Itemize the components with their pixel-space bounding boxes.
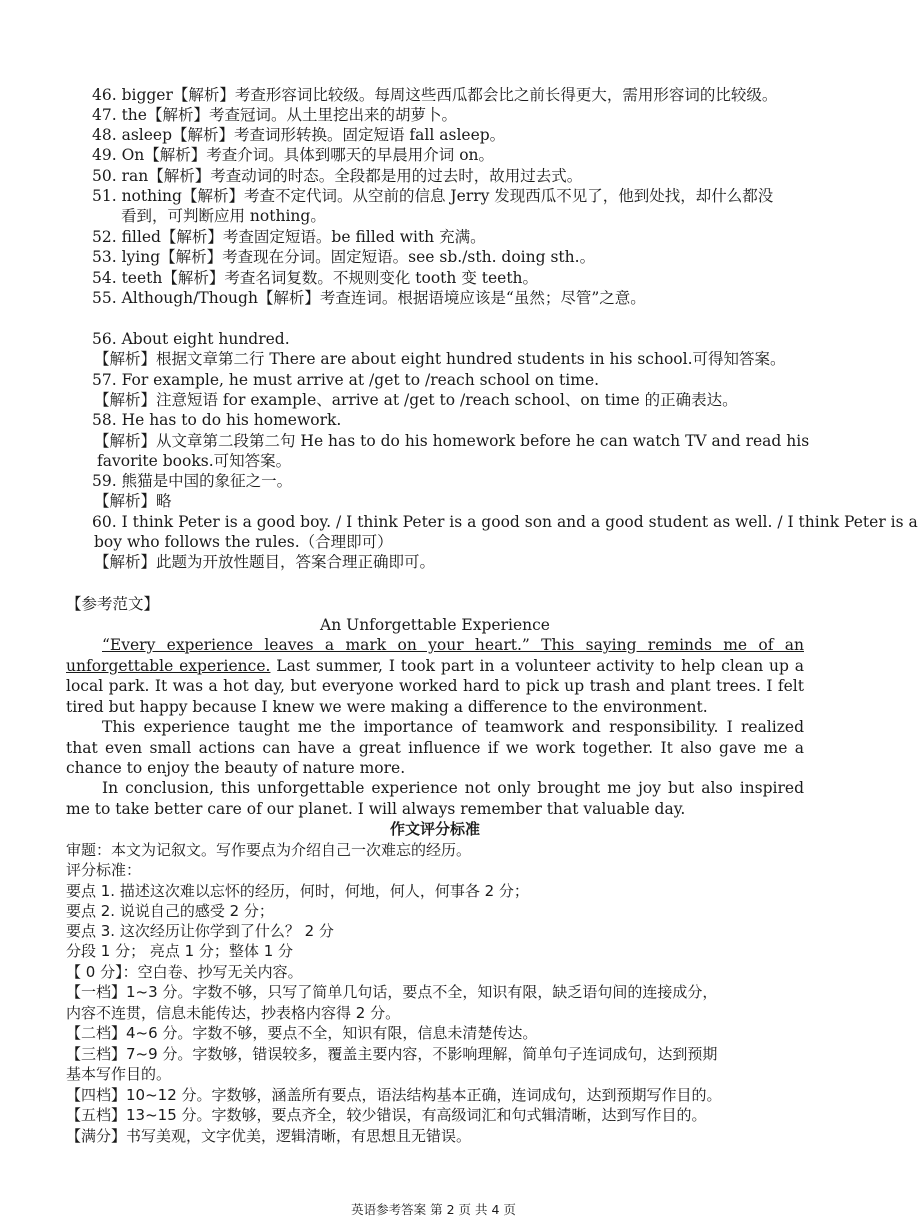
- rubric-line-13: 【四档】10~12 分。字数够，涵盖所有要点，语法结构基本正确，连词成句，达到预期写作目的。: [66, 1086, 722, 1104]
- answer-59: 59. 熊猫是中国的象征之一。: [92, 472, 293, 490]
- rubric-line-1: 审题：本文为记叙文。写作要点为介绍自己一次难忘的经历。: [66, 841, 472, 859]
- rubric-line-15: 【满分】书写美观，文字优美，逻辑清晰，有思想且无错误。: [66, 1127, 472, 1145]
- rubric-line-2: 评分标准：: [66, 861, 142, 879]
- answer-59-analysis: 【解析】略: [94, 492, 172, 510]
- answer-57: 57. For example, he must arrive at /get to /reach school on time.: [92, 371, 600, 389]
- answer-52: 52. filled【解析】考查固定短语。be filled with 充满。: [92, 228, 486, 246]
- rubric-line-10: 【二档】4~6 分。字数不够，要点不全，知识有限，信息未清楚传达。: [66, 1024, 538, 1042]
- answer-49: 49. On【解析】考查介词。具体到哪天的早晨用介词 on。: [92, 146, 495, 164]
- rubric-line-5: 要点 3. 这次经历让你学到了什么？ 2 分: [66, 922, 334, 940]
- essay-opening-quote: “Every experience leaves a mark on your heart.” This saying reminds me of an unforgettable experience.: [66, 636, 804, 675]
- answer-47: 47. the【解析】考查冠词。从土里挖出来的胡萝卜。: [92, 106, 457, 124]
- rubric-line-14: 【五档】13~15 分。字数够，要点齐全，较少错误，有高级词汇和句式辑清晰，达到写作目的。: [66, 1106, 707, 1124]
- page-footer: 英语参考答案 第 2 页 共 4 页: [351, 1202, 516, 1217]
- answer-56: 56. About eight hundred.: [92, 330, 290, 348]
- answer-58: 58. He has to do his homework.: [92, 411, 342, 429]
- essay-paragraph-1: “Every experience leaves a mark on your heart.” This saying reminds me of an unforgettable experience. Last summer, I took part in a volunteer activity to help clean up a local park. It was a hot day, but everyone worked hard to pick up trash and plant trees. I felt tired but happy because I knew we were making a difference to the environment.: [66, 636, 805, 716]
- essay-heading: 【参考范文】: [66, 595, 160, 613]
- rubric-line-3: 要点 1. 描述这次难以忘怀的经历，何时，何地，何人，何事各 2 分；: [66, 882, 529, 900]
- answer-53: 53. lying【解析】考查现在分词。固定短语。see sb./sth. doing sth.。: [92, 248, 596, 266]
- rubric-line-6: 分段 1 分； 亮点 1 分；整体 1 分: [66, 942, 294, 960]
- essay-paragraph-2: This experience taught me the importance of teamwork and responsibility. I realized that even small actions can have a great influence if we work together. It also gave me a chance to enjoy the beauty of nature more.: [66, 718, 804, 777]
- answer-50: 50. ran【解析】考查动词的时态。全段都是用的过去时，故用过去式。: [92, 167, 583, 185]
- answer-54: 54. teeth【解析】考查名词复数。不规则变化 tooth 变 teeth。: [92, 269, 539, 287]
- answer-46: 46. bigger【解析】考查形容词比较级。每周这些西瓜都会比之前长得更大，需用形容词的比较级。: [92, 86, 778, 104]
- answer-48: 48. asleep【解析】考查词形转换。固定短语 fall asleep。: [92, 126, 506, 144]
- answer-55: 55. Although/Though【解析】考查连词。根据语境应该是“虽然；尽管”之意。: [92, 289, 646, 307]
- answer-60: 60. I think Peter is a good boy. / I think Peter is a good son and a good student as well. / I think Peter is a: [92, 513, 918, 531]
- answer-56-analysis: 【解析】根据文章第二行 There are about eight hundred students in his school.可得知答案。: [94, 350, 786, 368]
- answer-57-analysis: 【解析】注意短语 for example、arrive at /get to /reach school、on time 的正确表达。: [94, 391, 738, 409]
- answer-51: 51. nothing【解析】考查不定代词。从空前的信息 Jerry 发现西瓜不见了，他到处找，却什么都没: [92, 187, 774, 205]
- answer-58-analysis-continued: favorite books.可知答案。: [97, 452, 292, 470]
- answer-60-continued: boy who follows the rules.（合理即可）: [94, 533, 393, 551]
- rubric-line-8: 【一档】1~3 分。字数不够，只写了简单几句话，要点不全，知识有限，缺乏语句间的连接成分，: [66, 983, 718, 1001]
- answer-51-continued: 看到，可判断应用 nothing。: [121, 207, 326, 225]
- essay-title: An Unforgettable Experience: [320, 616, 550, 634]
- rubric-line-4: 要点 2. 说说自己的感受 2 分；: [66, 902, 274, 920]
- rubric-line-12: 基本写作目的。: [66, 1065, 172, 1083]
- rubric-line-9: 内容不连贯，信息未能传达，抄表格内容得 2 分。: [66, 1004, 401, 1022]
- essay-paragraph-3: In conclusion, this unforgettable experience not only brought me joy but also inspired me to take better care of our planet. I will always remember that valuable day.: [66, 779, 804, 818]
- rubric-line-7: 【 0 分】：空白卷、抄写无关内容。: [66, 963, 303, 981]
- answer-60-analysis: 【解析】此题为开放性题目，答案合理正确即可。: [94, 553, 436, 571]
- answer-58-analysis: 【解析】从文章第二段第二句 He has to do his homework before he can watch TV and read his: [94, 432, 810, 450]
- rubric-title: 作文评分标准: [389, 820, 480, 838]
- rubric-line-11: 【三档】7~9 分。字数够，错误较多，覆盖主要内容，不影响理解，简单句子连词成句，达到预期: [66, 1045, 718, 1063]
